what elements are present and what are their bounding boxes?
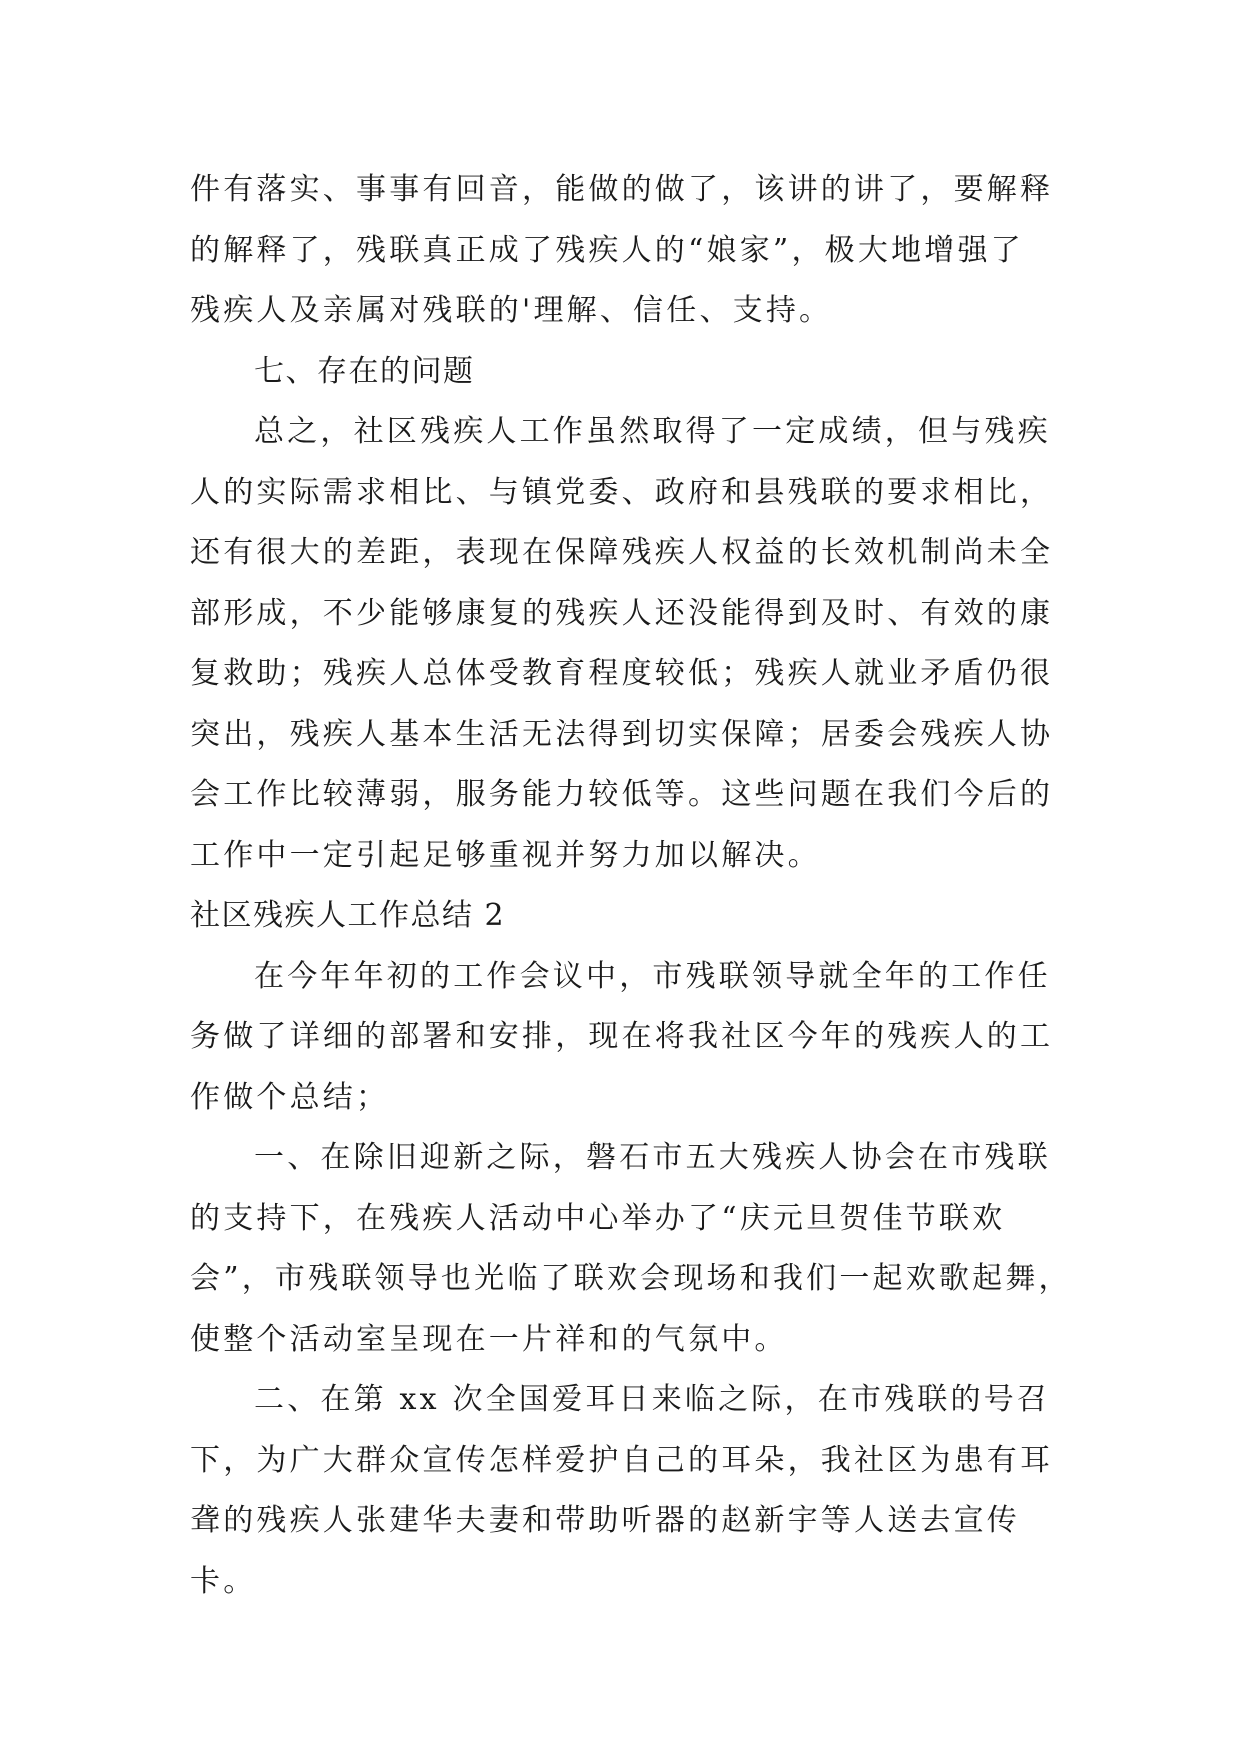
text-line: 使整个活动室呈现在一片祥和的气氛中。 <box>190 1321 788 1357</box>
text-line: 复救助；残疾人总体受教育程度较低；残疾人就业矛盾仍很 <box>190 656 1054 691</box>
text-line: 作做个总结； <box>190 1079 390 1115</box>
text-line: 突出，残疾人基本生活无法得到切实保障；居委会残疾人协 <box>190 716 1054 752</box>
document-title: 社区残疾人工作总结 2 <box>190 898 506 933</box>
section-heading-problems: 七、存在的问题 <box>254 353 475 389</box>
document-body <box>190 160 1072 1612</box>
text-line: 工作中一定引起足够重视并努力加以解决。 <box>190 837 821 873</box>
text-line: 卡。 <box>190 1563 257 1599</box>
text-line: 残疾人及亲属对残联的'理解、信任、支持。 <box>190 293 833 328</box>
text-line: 部形成，不少能够康复的残疾人还没能得到及时、有效的康 <box>190 595 1054 631</box>
text-line: 二、在第 xx 次全国爱耳日来临之际，在市残联的号召 <box>254 1382 1051 1417</box>
text-line: 下，为广大群众宣传怎样爱护自己的耳朵，我社区为患有耳 <box>190 1442 1054 1478</box>
text-line: 聋的残疾人张建华夫妻和带助听器的赵新宇等人送去宣传 <box>190 1503 1020 1538</box>
text-line: 的支持下，在残疾人活动中心举办了“庆元旦贺佳节联欢 <box>190 1200 1006 1236</box>
text-line: 还有很大的差距，表现在保障残疾人权益的长效机制尚未全 <box>190 535 1054 570</box>
text-line: 会工作比较薄弱，服务能力较低等。这些问题在我们今后的 <box>190 777 1054 812</box>
text-line: 件有落实、事事有回音，能做的做了，该讲的讲了，要解释 <box>190 172 1054 207</box>
text-line: 务做了详细的部署和安排，现在将我社区今年的残疾人的工 <box>190 1019 1054 1054</box>
paragraph-item-1 <box>190 1128 1072 1370</box>
text-line: 总之，社区残疾人工作虽然取得了一定成绩，但与残疾 <box>254 414 1051 449</box>
paragraph-item-2 <box>190 1370 1060 1612</box>
text-line: 一、在除旧迎新之际，磐石市五大残疾人协会在市残联 <box>254 1140 1051 1175</box>
text-line: 人的实际需求相比、与镇党委、政府和县残联的要求相比， <box>190 474 1054 510</box>
text-line: 会”，市残联领导也光临了联欢会现场和我们一起欢歌起舞， <box>190 1261 1072 1296</box>
text-line: 的解释了，残联真正成了残疾人的“娘家”，极大地增强了 <box>190 232 1024 268</box>
paragraph-continuation <box>190 160 1060 342</box>
paragraph-intro <box>190 947 1060 1129</box>
text-line: 在今年年初的工作会议中，市残联领导就全年的工作任 <box>254 958 1051 994</box>
paragraph-problems <box>190 402 1060 886</box>
